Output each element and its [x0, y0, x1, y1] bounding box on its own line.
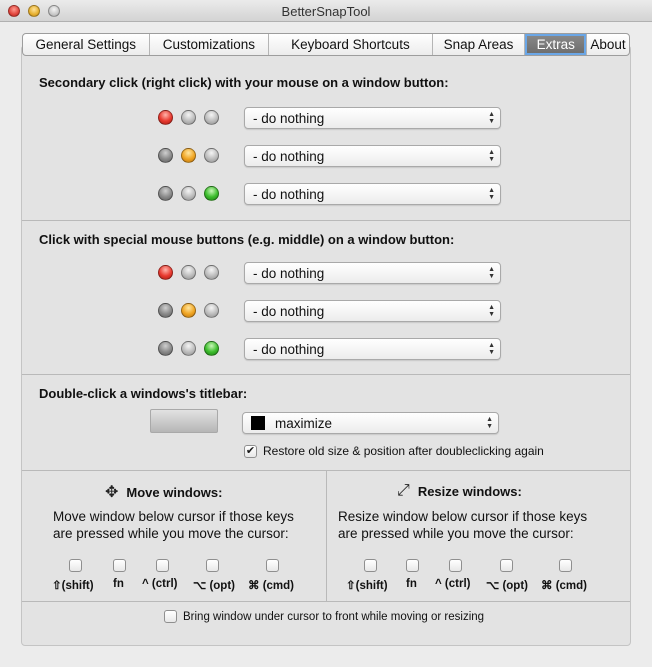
resize-windows-heading — [397, 482, 522, 500]
resize-ctrl-checkbox[interactable] — [449, 559, 462, 572]
resize-description-line2: are pressed while you move the cursor: — [338, 526, 574, 541]
special-zoom-action-select[interactable] — [244, 338, 501, 360]
grey-dot-icon — [204, 110, 219, 125]
grey-dot-icon — [158, 341, 173, 356]
move-arrows-icon: ✥ — [105, 484, 119, 501]
grey-dot-icon — [181, 265, 196, 280]
chevron-updown-icon: ▲ ▼ — [488, 149, 495, 163]
move-shift-checkbox[interactable] — [69, 559, 82, 572]
titlebar-preview — [150, 409, 218, 433]
tab-extras[interactable]: Extras — [525, 34, 587, 55]
shift-label: ⇧(shift) — [346, 580, 388, 592]
chevron-updown-icon: ▲ ▼ — [488, 342, 495, 356]
red-dot-icon — [158, 110, 173, 125]
tab-bar — [22, 33, 630, 56]
move-windows-title: Move windows: — [126, 484, 223, 500]
grey-dot-icon — [158, 148, 173, 163]
resize-windows-title: Resize windows: — [417, 483, 522, 499]
divider — [22, 601, 630, 602]
fn-label: fn — [113, 578, 124, 590]
divider — [22, 374, 630, 375]
shift-label: ⇧(shift) — [52, 580, 94, 592]
chevron-updown-icon: ▲ ▼ — [488, 111, 495, 125]
select-value: - do nothing — [253, 110, 325, 126]
grey-dot-icon — [158, 186, 173, 201]
chevron-updown-icon: ▲ ▼ — [488, 266, 495, 280]
bring-front-checkbox-row[interactable] — [164, 610, 484, 623]
move-opt-checkbox[interactable] — [206, 559, 219, 572]
restore-size-label: Restore old size & position after doubleclicking again — [263, 444, 544, 458]
minimize-button-indicator — [158, 303, 218, 319]
grey-dot-icon — [181, 341, 196, 356]
tab-keyboard-shortcuts[interactable]: Keyboard Shortcuts — [269, 34, 432, 55]
resize-description-line1: Resize window below cursor if those keys — [338, 509, 588, 524]
select-value: - do nothing — [253, 186, 325, 202]
move-description-line1: Move window below cursor if those keys — [53, 509, 294, 524]
resize-opt-checkbox[interactable] — [500, 559, 513, 572]
move-windows-heading — [105, 482, 222, 502]
black-swatch-icon — [251, 416, 265, 430]
opt-label: ⌥ (opt) — [486, 580, 528, 592]
tab-snap-areas[interactable]: Snap Areas — [433, 34, 526, 55]
select-value: maximize — [275, 415, 333, 431]
grey-dot-icon — [204, 303, 219, 318]
ctrl-label: ^ (ctrl) — [142, 578, 178, 590]
move-description-line2: are pressed while you move the cursor: — [53, 526, 289, 541]
double-click-heading: Double-click a windows's titlebar: — [39, 386, 248, 401]
secondary-minimize-action-select[interactable] — [244, 145, 501, 167]
grey-dot-icon — [204, 265, 219, 280]
special-minimize-action-select[interactable] — [244, 300, 501, 322]
chevron-updown-icon: ▲ ▼ — [488, 187, 495, 201]
secondary-close-action-select[interactable] — [244, 107, 501, 129]
resize-fn-checkbox[interactable] — [406, 559, 419, 572]
select-value: - do nothing — [253, 303, 325, 319]
fn-label: fn — [406, 578, 417, 590]
cmd-label: ⌘ (cmd) — [541, 580, 587, 592]
red-dot-icon — [158, 265, 173, 280]
double-click-action-select[interactable] — [242, 412, 499, 434]
grey-dot-icon — [181, 186, 196, 201]
close-button-indicator — [158, 110, 218, 126]
tab-general-settings[interactable]: General Settings — [23, 34, 150, 55]
special-close-action-select[interactable] — [244, 262, 501, 284]
restore-size-checkbox-row[interactable] — [244, 444, 544, 458]
resize-shift-checkbox[interactable] — [364, 559, 377, 572]
secondary-click-heading: Secondary click (right click) with your mouse on a window button: — [39, 75, 449, 90]
move-fn-checkbox[interactable] — [113, 559, 126, 572]
chevron-updown-icon: ▲ ▼ — [486, 416, 493, 430]
close-button-indicator — [158, 265, 218, 281]
minimize-button-indicator — [158, 148, 218, 164]
cmd-label: ⌘ (cmd) — [248, 580, 294, 592]
vertical-divider — [326, 471, 327, 601]
zoom-button-indicator — [158, 341, 218, 357]
tab-customizations[interactable]: Customizations — [150, 34, 270, 55]
ctrl-label: ^ (ctrl) — [435, 578, 471, 590]
select-value: - do nothing — [253, 265, 325, 281]
resize-arrows-icon: ⤢ — [397, 482, 410, 499]
orange-dot-icon — [181, 303, 196, 318]
green-dot-icon — [204, 186, 219, 201]
divider — [22, 220, 630, 221]
bring-front-label: Bring window under cursor to front while moving or resizing — [183, 610, 485, 623]
chevron-updown-icon: ▲ ▼ — [488, 304, 495, 318]
orange-dot-icon — [181, 148, 196, 163]
window-title: BetterSnapTool — [281, 4, 371, 19]
special-click-heading: Click with special mouse buttons (e.g. middle) on a window button: — [39, 232, 455, 247]
checkbox-unchecked[interactable] — [164, 610, 177, 623]
resize-cmd-checkbox[interactable] — [559, 559, 572, 572]
zoom-button-indicator — [158, 186, 218, 202]
tab-about[interactable]: About — [590, 37, 626, 52]
select-value: - do nothing — [253, 148, 325, 164]
select-value: - do nothing — [253, 341, 325, 357]
opt-label: ⌥ (opt) — [193, 580, 235, 592]
move-cmd-checkbox[interactable] — [266, 559, 279, 572]
secondary-zoom-action-select[interactable] — [244, 183, 501, 205]
grey-dot-icon — [158, 303, 173, 318]
title-bar — [0, 0, 652, 22]
checkbox-checked[interactable]: ✔ — [245, 444, 256, 457]
green-dot-icon — [204, 341, 219, 356]
grey-dot-icon — [181, 110, 196, 125]
move-ctrl-checkbox[interactable] — [156, 559, 169, 572]
grey-dot-icon — [204, 148, 219, 163]
